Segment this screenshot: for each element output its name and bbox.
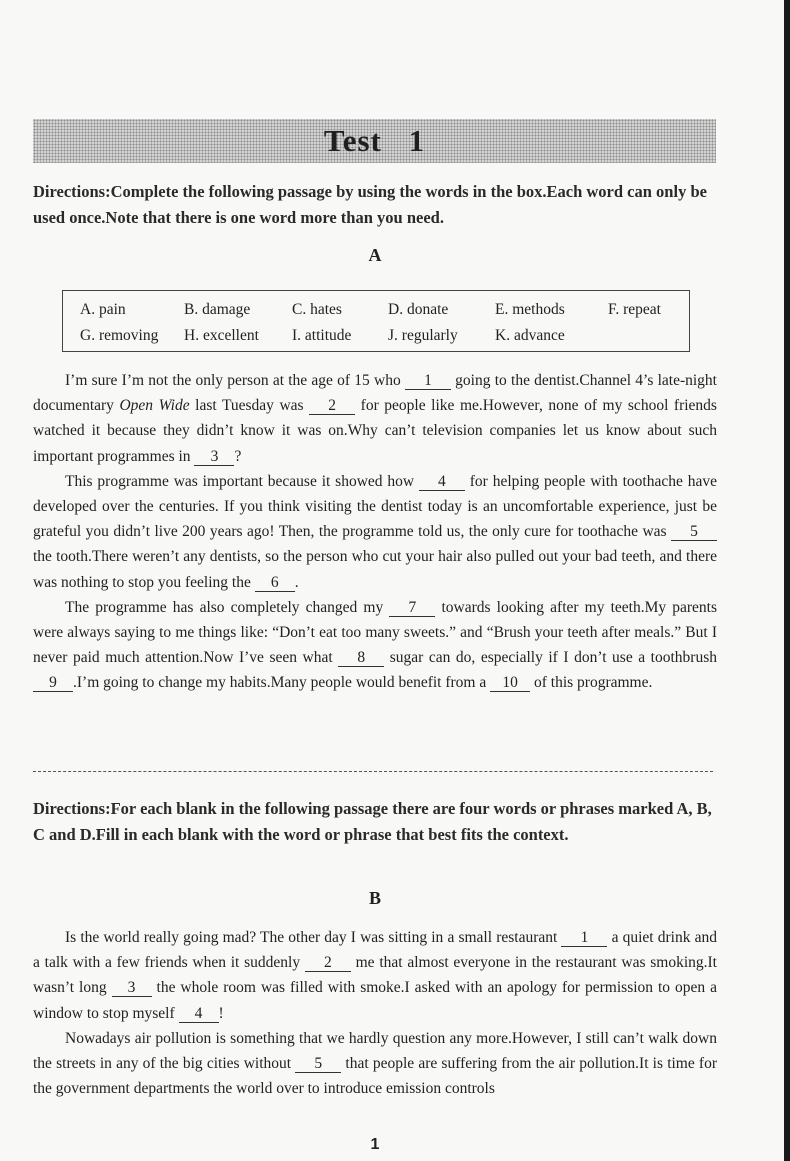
word-option: G. removing xyxy=(80,327,159,344)
word-option: E. methods xyxy=(495,301,565,318)
directions-b: Directions:For each blank in the following passage there are four words or phrases marked A, B, C and D.Fill in each blank with the word or phrase that best fits the context. xyxy=(33,799,712,844)
blank: 9 xyxy=(33,674,73,692)
blank: 1 xyxy=(561,929,607,947)
page-edge xyxy=(784,0,790,1161)
page-title: Test 1 xyxy=(323,123,426,158)
blank: 5 xyxy=(671,523,717,541)
word-option: B. damage xyxy=(184,301,251,318)
word-option: H. excellent xyxy=(184,327,259,344)
blank: 4 xyxy=(419,473,465,491)
blank: 2 xyxy=(309,397,355,415)
section-heading-b: B xyxy=(368,888,381,908)
blank: 1 xyxy=(405,372,451,390)
blank: 5 xyxy=(295,1055,341,1073)
word-option: A. pain xyxy=(80,301,126,318)
blank: 3 xyxy=(194,448,234,466)
programme-title: Open Wide xyxy=(119,397,190,415)
paragraph: I’m sure I’m not the only person at the age of 15 who 1 going to the dentist.Channel 4’s late-night documentary Open Wide last Tuesday was 2 for people like me.However, none of my school friends watched it because they didn’t know it was on.Why can’t television companies let us know about such important programmes in 3 ? xyxy=(33,372,717,465)
word-option: I. attitude xyxy=(292,327,352,344)
word-option: J. regularly xyxy=(388,327,458,344)
paragraph: The programme has also completely changed my 7 towards looking after my teeth.My parents were always saying to me things like: “Don’t eat too many sweets.” and “Brush your teeth after meals.” But I never paid much attention.Now I’ve seen what 8 sugar can do, especially if I don’t use a toothbrush 9 .I’m going to change my habits.Many people would benefit from a 10 of this programme. xyxy=(33,598,717,692)
word-option: D. donate xyxy=(388,301,449,318)
divider xyxy=(33,771,713,772)
section-heading-a: A xyxy=(368,245,382,265)
paragraph: This programme was important because it showed how 4 for helping people with toothache have developed over the centuries. If you think visiting the dentist today is an uncomfortable experience, just be grateful you didn’t live 200 years ago! Then, the programme told us, the only cure for toothache was 5 the tooth.There weren’t any dentists, so the person who cut your hair also pulled out your bad teeth, and there was nothing to stop you feeling the 6 . xyxy=(33,472,717,591)
word-option: C. hates xyxy=(292,301,342,318)
blank: 8 xyxy=(338,649,384,667)
page-number: 1 xyxy=(370,1136,380,1153)
word-option: F. repeat xyxy=(608,301,661,318)
blank: 7 xyxy=(389,599,435,617)
directions-a: Directions:Complete the following passage by using the words in the box.Each word can only be used once.Note that there is one word more than you need. xyxy=(33,182,707,227)
title-banner xyxy=(33,119,716,163)
passage-b xyxy=(33,925,717,1101)
paragraph: Is the world really going mad? The other day I was sitting in a small restaurant 1 a quiet drink and a talk with a few friends when it suddenly 2 me that almost everyone in the restaurant was smoking.It wasn’t long 3 the whole room was filled with smoke.I asked with an apology for permission to open a window to stop myself 4 ! xyxy=(33,929,717,1022)
blank: 4 xyxy=(179,1005,219,1023)
word-box xyxy=(62,290,690,352)
blank: 2 xyxy=(305,954,351,972)
word-option: K. advance xyxy=(495,327,565,344)
blank: 10 xyxy=(490,674,530,692)
blank: 3 xyxy=(112,979,152,997)
paragraph: Nowadays air pollution is something that we hardly question any more.However, I still can’t walk down the streets in any of the big cities without 5 that people are suffering from the air pollution.It is time for the government departments the world over to introduce emission controls xyxy=(33,1029,717,1098)
blank: 6 xyxy=(255,574,295,592)
passage-a xyxy=(33,368,717,696)
